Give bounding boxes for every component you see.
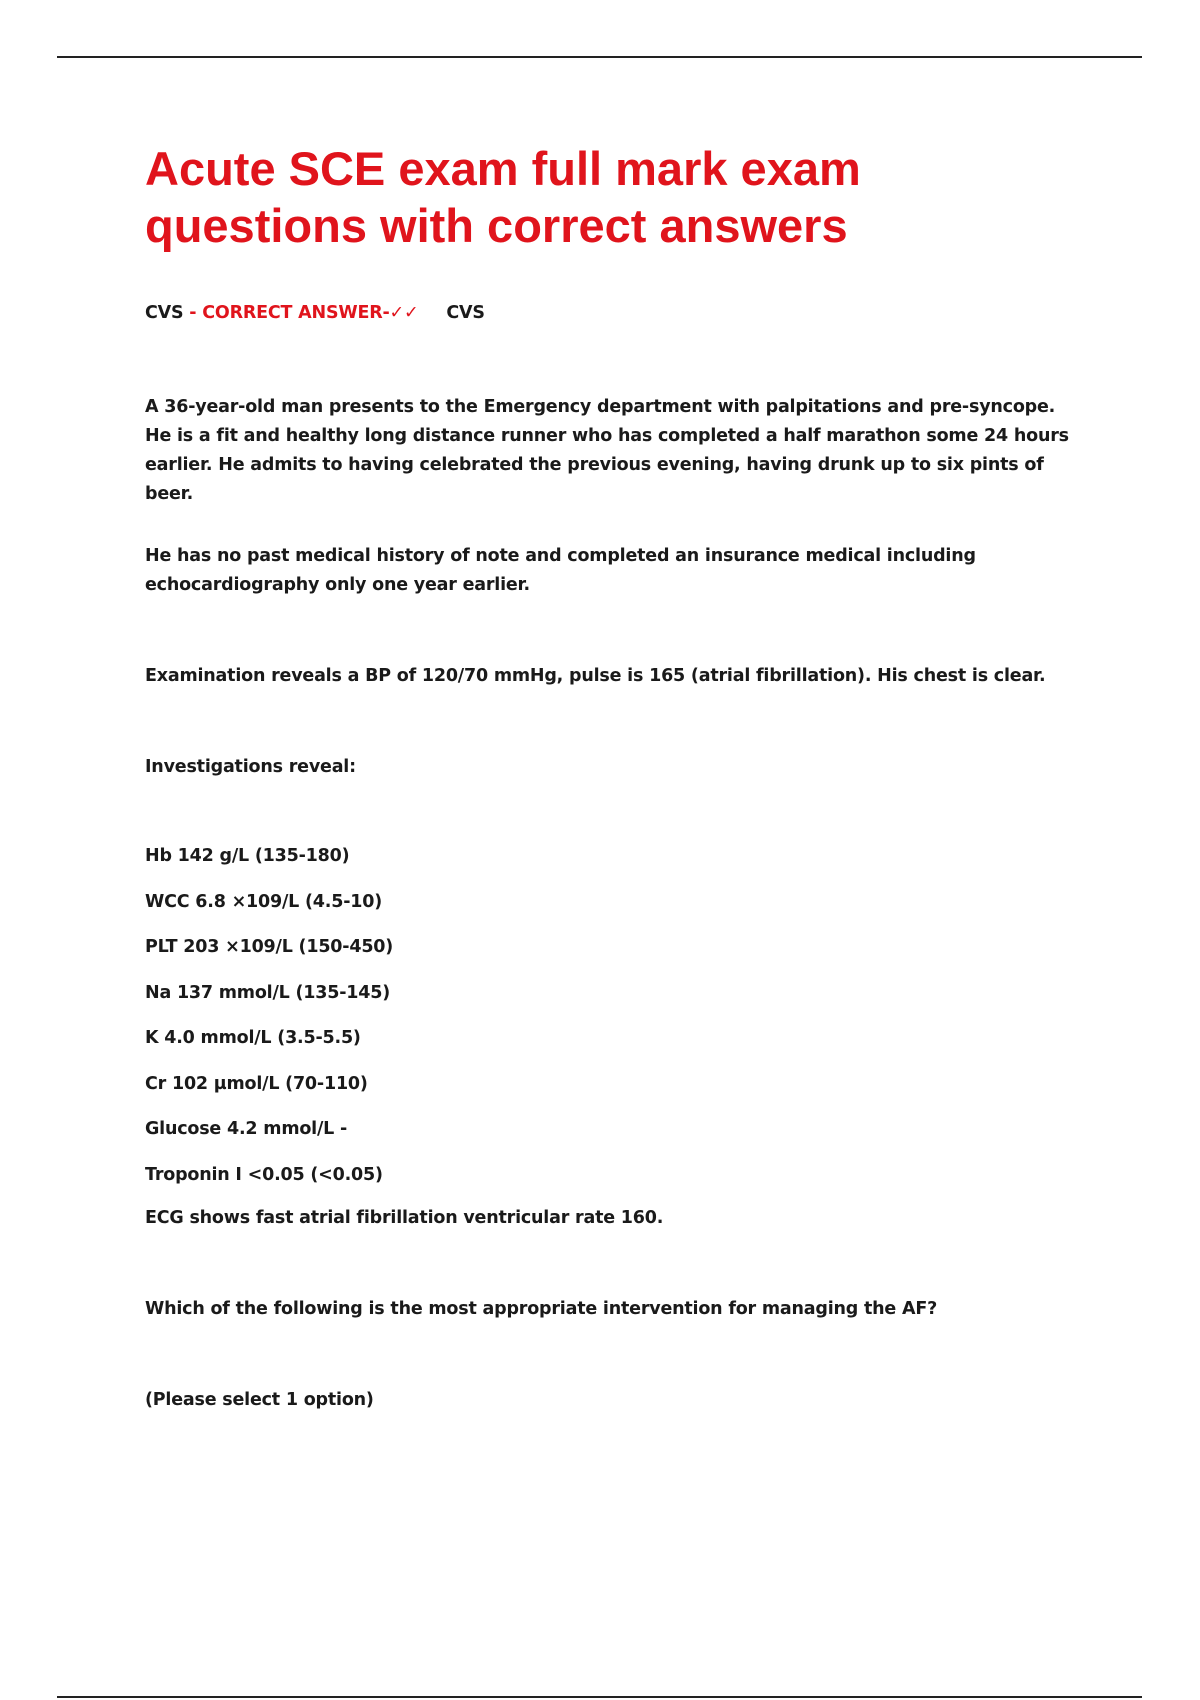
cvs-question: CVS bbox=[145, 303, 184, 323]
cvs-answer-value: CVS bbox=[446, 303, 485, 323]
lab-result-cr: Cr 102 µmol/L (70-110) bbox=[145, 1073, 368, 1094]
lab-result-plt: PLT 203 ×109/L (150-450) bbox=[145, 937, 394, 957]
select-instruction: (Please select 1 option) bbox=[145, 1390, 374, 1410]
case-paragraph-presentation: A 36-year-old man presents to the Emergency department with palpitations and pre-syncope. He is a fit and healthy long distance runner who has completed a half marathon some 24 hours earlier. He admits to having celebrated the previous evening, having drunk up to six pints of beer. bbox=[145, 397, 1069, 504]
ecg-finding: ECG shows fast atrial fibrillation ventricular rate 160. bbox=[145, 1208, 664, 1228]
case-paragraph-examination: Examination reveals a BP of 120/70 mmHg, pulse is 165 (atrial fibrillation). His chest is clear. bbox=[145, 666, 1046, 686]
lab-result-troponin: Troponin I <0.05 (<0.05) bbox=[145, 1164, 383, 1185]
document-content bbox=[145, 140, 1085, 1410]
bottom-rule bbox=[57, 1696, 1142, 1698]
lab-result-na: Na 137 mmol/L (135-145) bbox=[145, 982, 391, 1003]
case-paragraph-history: He has no past medical history of note and completed an insurance medical including echocardiography only one year earlier. bbox=[145, 546, 976, 595]
document-title bbox=[145, 140, 1085, 254]
lab-results-list bbox=[145, 845, 393, 1209]
title-line-1: Acute SCE exam full mark exam bbox=[145, 142, 861, 195]
question-stem: Which of the following is the most appropriate intervention for managing the AF? bbox=[145, 1299, 938, 1319]
correct-answer-label: - CORRECT ANSWER-✓✓ bbox=[189, 303, 419, 323]
investigations-heading: Investigations reveal: bbox=[145, 757, 356, 777]
lab-result-hb: Hb 142 g/L (135-180) bbox=[145, 846, 350, 866]
lab-result-wcc: WCC 6.8 ×109/L (4.5-10) bbox=[145, 891, 383, 912]
top-rule bbox=[57, 56, 1142, 58]
lab-result-k: K 4.0 mmol/L (3.5-5.5) bbox=[145, 1028, 361, 1048]
title-line-2: questions with correct answers bbox=[145, 199, 848, 252]
cvs-answer-line bbox=[145, 303, 485, 323]
lab-result-glucose: Glucose 4.2 mmol/L - bbox=[145, 1119, 348, 1139]
